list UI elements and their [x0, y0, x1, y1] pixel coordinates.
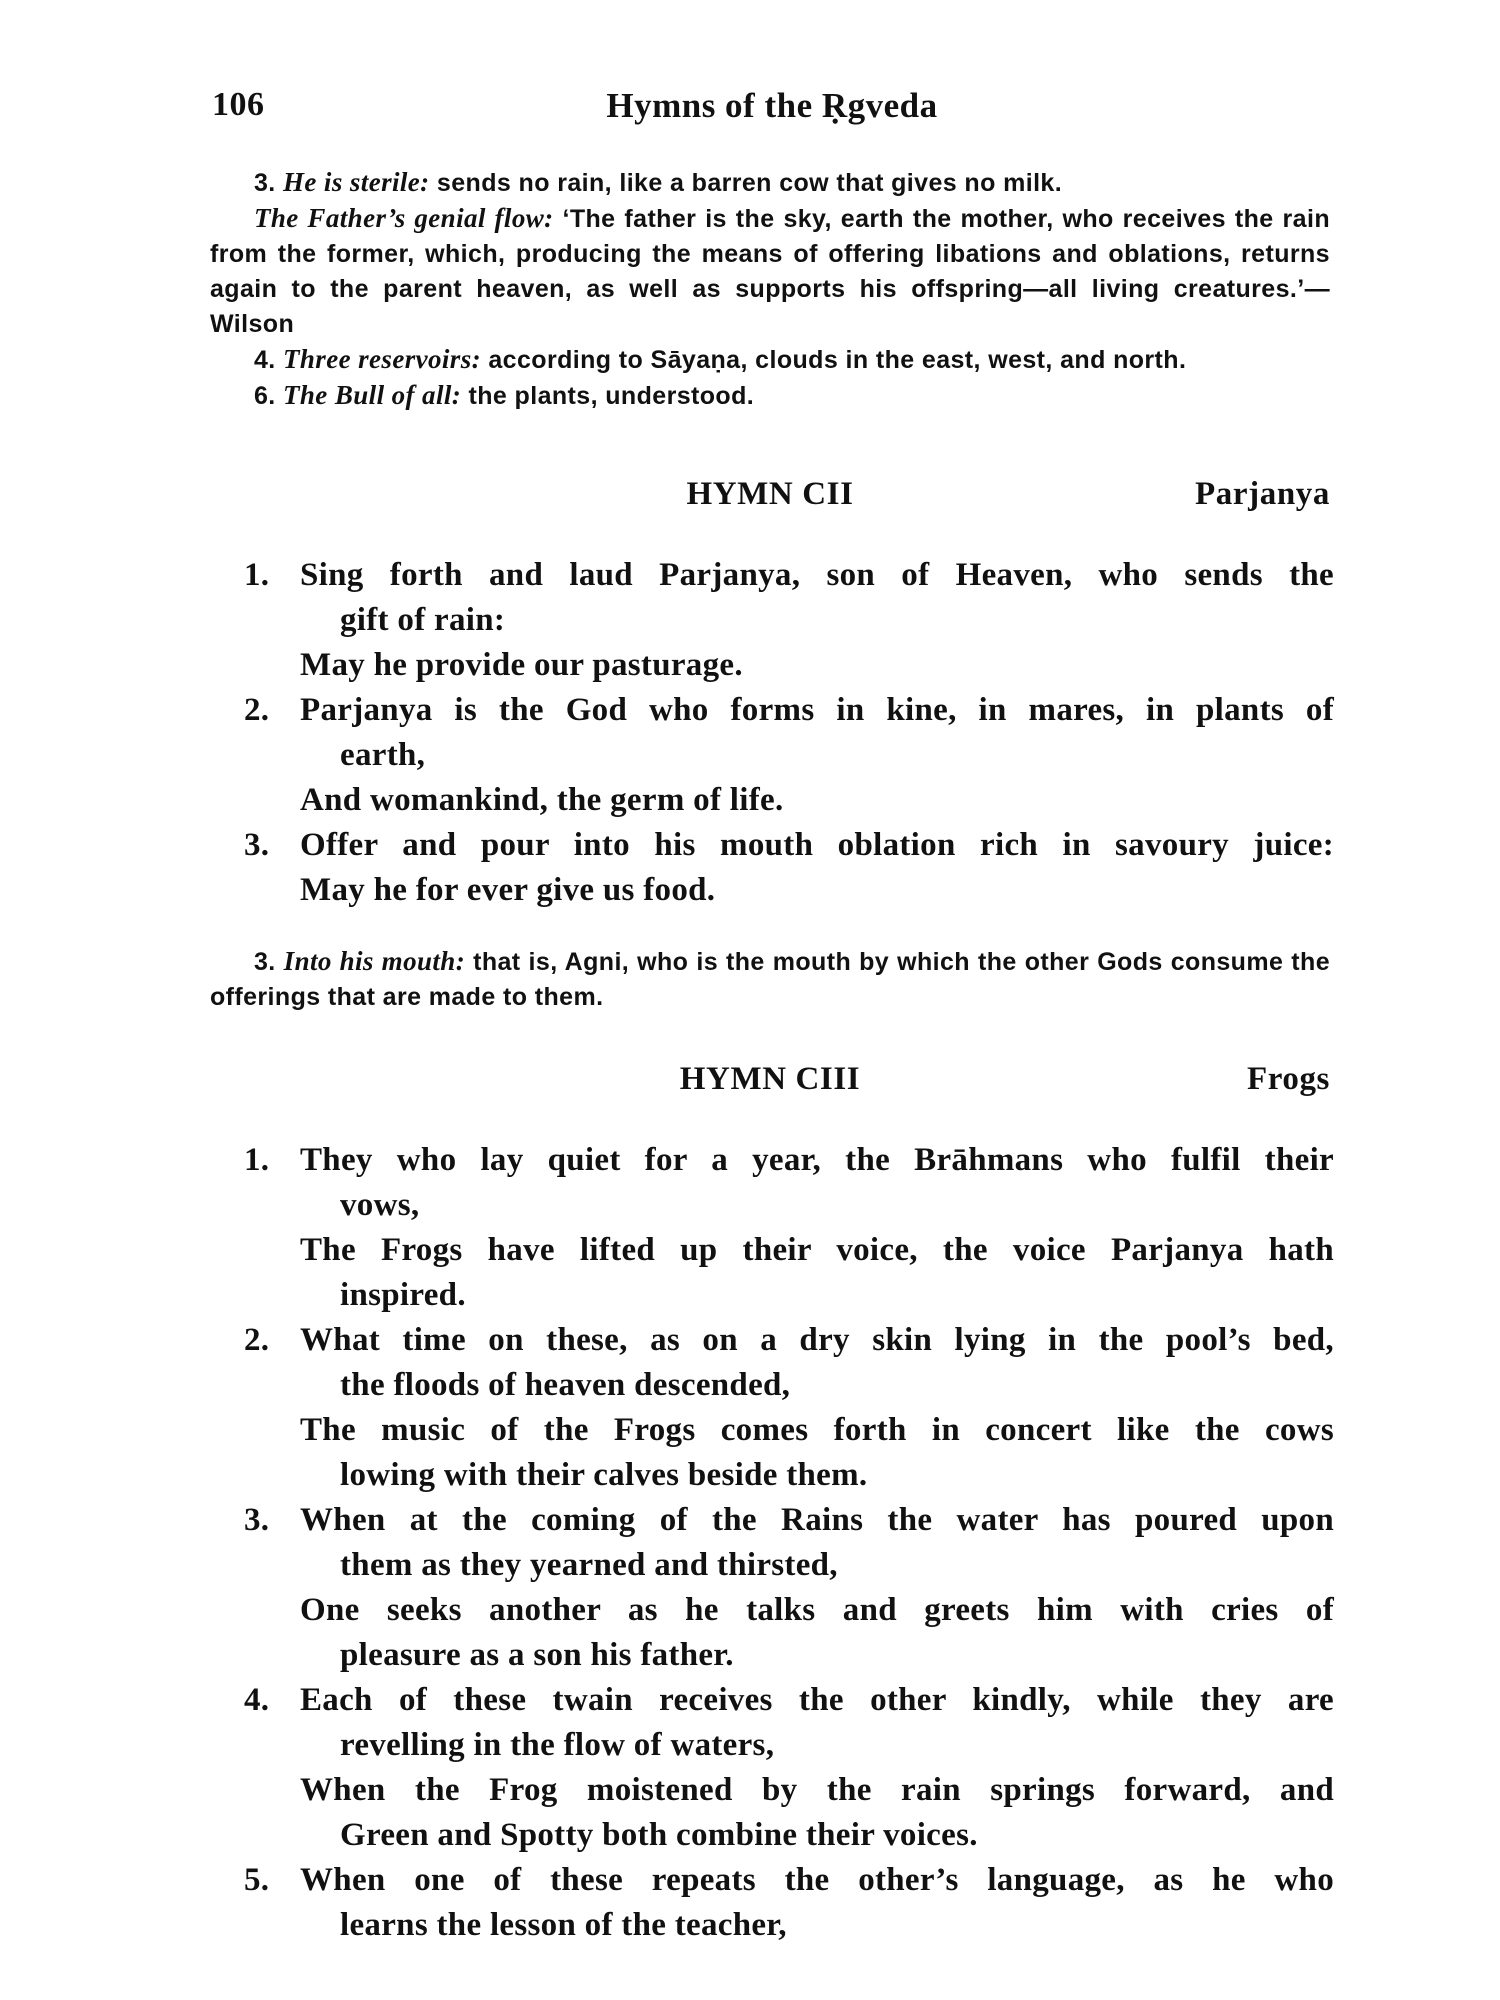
verse-line: Sing forth and laud Parjanya, son of Heaven, who sends the — [300, 557, 1334, 593]
hymn-deity: Frogs — [1246, 1061, 1330, 1097]
hymn-title: HYMN CII — [686, 476, 854, 512]
hymn-title: HYMN CIII — [679, 1061, 861, 1097]
verse — [244, 688, 1334, 823]
verse-line: Offer and pour into his mouth oblation rich in savoury juice: — [300, 827, 1334, 863]
verse — [244, 553, 1334, 688]
verse-line: inspired. — [340, 1277, 466, 1313]
verse-line: The music of the Frogs comes forth in concert like the cows — [300, 1412, 1334, 1448]
footnotes-hymn-cii — [210, 944, 1330, 1015]
verse-line: The Frogs have lifted up their voice, the voice Parjanya hath — [300, 1232, 1334, 1268]
verse-line: They who lay quiet for a year, the Brāhmans who fulfil their — [300, 1142, 1334, 1178]
running-title: Hymns of the Ṛgveda — [606, 86, 938, 125]
verse-line: the floods of heaven descended, — [340, 1367, 791, 1403]
verse-number: 2. — [244, 1322, 270, 1358]
verse-line: When the Frog moistened by the rain springs forward, and — [300, 1772, 1334, 1808]
verse-line: Each of these twain receives the other kindly, while they are — [300, 1682, 1334, 1718]
verse — [244, 1858, 1334, 1948]
verse-line: vows, — [340, 1187, 420, 1223]
verse — [244, 1318, 1334, 1498]
page-number: 106 — [212, 86, 265, 123]
footnote — [210, 201, 1330, 342]
verse-line: When at the coming of the Rains the water has poured upon — [300, 1502, 1334, 1538]
verse-number: 1. — [244, 557, 270, 593]
footnote: 6. The Bull of all: the plants, understood. — [254, 380, 755, 410]
footnote: 3. He is sterile: sends no rain, like a barren cow that gives no milk. — [254, 167, 1063, 197]
verse-line: May he provide our pasturage. — [300, 647, 743, 683]
footnote-term: Into his mouth: — [283, 946, 466, 976]
verse — [244, 1678, 1334, 1858]
verse — [244, 823, 1334, 913]
verse-number: 4. — [244, 1682, 270, 1718]
hymn-verses — [244, 553, 1334, 913]
hymn-heading — [210, 1061, 1330, 1105]
footnote-term: Three reservoirs: — [283, 344, 482, 374]
footnote-text: ‘The father is the sky, earth the mother, who receives the rain from the former, which, producing the means of offering libations and oblations, returns again to the parent heaven, as well as supports his offspring—all living creatures.’—Wilson — [210, 205, 1330, 338]
verse — [244, 1138, 1334, 1318]
footnote-term: The Father’s genial flow: — [254, 203, 554, 233]
footnote-text: the plants, understood. — [461, 382, 755, 410]
footnote: 4. Three reservoirs: according to Sāyaṇa, clouds in the east, west, and north. — [254, 344, 1187, 374]
verse-line: Green and Spotty both combine their voices. — [340, 1817, 978, 1853]
verse-line: lowing with their calves beside them. — [340, 1457, 868, 1493]
verse-line: learns the lesson of the teacher, — [340, 1907, 787, 1943]
verse-line: earth, — [340, 737, 426, 773]
verse-line: gift of rain: — [340, 602, 506, 638]
verse-line: May he for ever give us food. — [300, 872, 716, 908]
verse-line: them as they yearned and thirsted, — [340, 1547, 838, 1583]
hymn-heading — [210, 476, 1330, 520]
verse-line: pleasure as a son his father. — [340, 1637, 734, 1673]
verse-number: 3. — [244, 1502, 270, 1538]
hymn-deity: Parjanya — [1195, 476, 1330, 512]
footnote: 3. Into his mouth: that is, Agni, who is the mouth by which the other Gods consume the offerings that are made to them. — [210, 946, 1330, 1011]
verse-line: What time on these, as on a dry skin lying in the pool’s bed, — [300, 1322, 1334, 1358]
footnote-text: sends no rain, like a barren cow that gives no milk. — [429, 169, 1063, 197]
verse-number: 1. — [244, 1142, 270, 1178]
verse-number: 2. — [244, 692, 270, 728]
footnotes-previous-hymn — [210, 165, 1330, 414]
verse-line: revelling in the flow of waters, — [340, 1727, 775, 1763]
footnote-text: according to Sāyaṇa, clouds in the east, west, and north. — [481, 346, 1187, 374]
verse-line: And womankind, the germ of life. — [300, 782, 784, 818]
verse-line: Parjanya is the God who forms in kine, in mares, in plants of — [300, 692, 1334, 728]
verse-number: 5. — [244, 1862, 270, 1898]
verse-line: One seeks another as he talks and greets him with cries of — [300, 1592, 1334, 1628]
hymn-verses — [244, 1138, 1334, 1948]
footnote-term: He is sterile: — [283, 167, 430, 197]
verse-number: 3. — [244, 827, 270, 863]
footnote-term: The Bull of all: — [283, 380, 462, 410]
verse-line: When one of these repeats the other’s language, as he who — [300, 1862, 1334, 1898]
page-header — [212, 86, 1332, 130]
footnote-text: that is, Agni, who is the mouth by which the other Gods consume the offerings that are made to them. — [210, 948, 1330, 1011]
verse — [244, 1498, 1334, 1678]
